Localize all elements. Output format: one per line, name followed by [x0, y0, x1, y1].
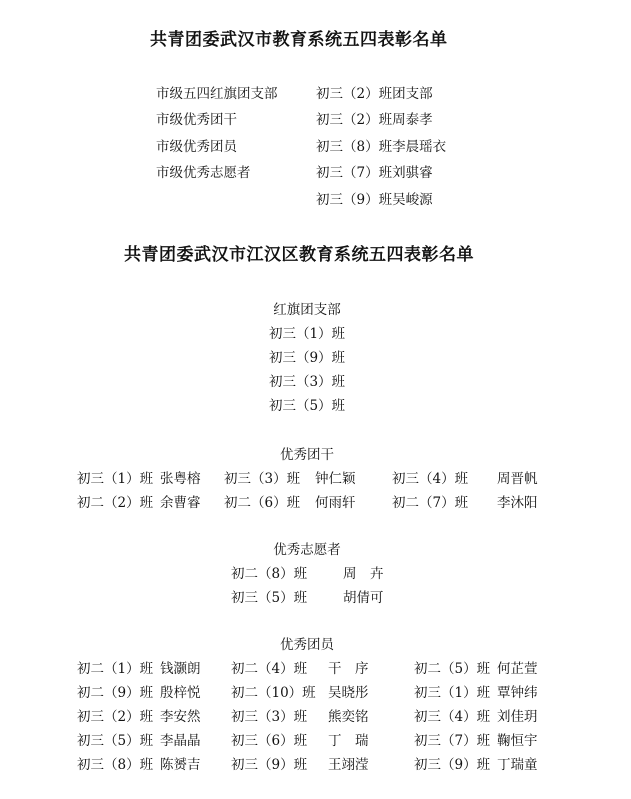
red-flag-class: 初三（3）班: [268, 374, 346, 390]
member-name: 何芷萱: [497, 661, 538, 677]
s1-honoree: 初三（9）班吴峻源: [316, 192, 433, 208]
member-name: 鞠恒宇: [497, 733, 538, 749]
member-class: 初二（9）班: [77, 685, 154, 701]
s1-honoree: 初三（2）班团支部: [316, 86, 433, 102]
member-class: 初三（3）班: [231, 709, 308, 725]
cadre-class: 初二（6）班: [224, 495, 301, 511]
member-name: 丁 瑞: [328, 733, 369, 749]
section2-title: 共青团委武汉市江汉区教育系统五四表彰名单: [124, 245, 474, 265]
red-flag-class: 初三（1）班: [268, 326, 346, 342]
member-class: 初二（4）班: [231, 661, 308, 677]
member-class: 初三（6）班: [231, 733, 308, 749]
member-class: 初三（4）班: [414, 709, 491, 725]
member-name: 殷梓悦: [160, 685, 201, 701]
member-name: 覃钟纬: [497, 685, 538, 701]
volunteers-heading: 优秀志愿者: [273, 542, 341, 558]
cadre-name: 何雨轩: [315, 495, 356, 511]
member-class: 初三（5）班: [77, 733, 154, 749]
member-class: 初三（1）班: [414, 685, 491, 701]
red-flag-class: 初三（9）班: [268, 350, 346, 366]
member-name: 干 序: [328, 661, 369, 677]
member-class: 初二（1）班: [77, 661, 154, 677]
member-name: 钱灏朗: [160, 661, 201, 677]
member-name: 李晶晶: [160, 733, 201, 749]
member-name: 丁瑞童: [497, 757, 538, 773]
s1-category: 市级优秀志愿者: [156, 165, 251, 181]
s1-category: 市级五四红旗团支部: [156, 86, 278, 102]
volunteer-name: 周 卉: [343, 566, 384, 582]
member-name: 李安然: [160, 709, 201, 725]
member-class: 初三（2）班: [77, 709, 154, 725]
member-name: 陈赟吉: [160, 757, 201, 773]
member-name: 刘佳玥: [497, 709, 538, 725]
cadre-name: 钟仁颖: [315, 471, 356, 487]
members-heading: 优秀团员: [280, 637, 334, 653]
red-flag-heading: 红旗团支部: [273, 302, 341, 318]
volunteer-class: 初二（8）班: [231, 566, 308, 582]
member-class: 初二（5）班: [414, 661, 491, 677]
volunteer-class: 初三（5）班: [231, 590, 308, 606]
cadre-class: 初三（4）班: [392, 471, 469, 487]
red-flag-class: 初三（5）班: [268, 398, 346, 414]
s1-category: 市级优秀团干: [156, 112, 237, 128]
cadre-class: 初三（3）班: [224, 471, 301, 487]
member-class: 初三（9）班: [231, 757, 308, 773]
member-class: 初二（10）班: [231, 685, 316, 701]
cadre-name: 周晋帆: [497, 471, 538, 487]
member-name: 王翊滢: [328, 757, 369, 773]
member-name: 熊奕铭: [328, 709, 369, 725]
volunteer-name: 胡倩可: [343, 590, 384, 606]
member-class: 初三（9）班: [414, 757, 491, 773]
cadre-class: 初三（1）班: [77, 471, 154, 487]
section1-title: 共青团委武汉市教育系统五四表彰名单: [150, 30, 448, 50]
cadres-heading: 优秀团干: [280, 447, 334, 463]
cadre-class: 初二（2）班: [77, 495, 154, 511]
s1-honoree: 初三（7）班刘骐睿: [316, 165, 433, 181]
member-class: 初三（7）班: [414, 733, 491, 749]
cadre-name: 李沐阳: [497, 495, 538, 511]
s1-honoree: 初三（8）班李晨瑶衣: [316, 139, 447, 155]
member-class: 初三（8）班: [77, 757, 154, 773]
cadre-class: 初二（7）班: [392, 495, 469, 511]
cadre-name: 余曹睿: [160, 495, 201, 511]
cadre-name: 张粤榕: [160, 471, 201, 487]
s1-category: 市级优秀团员: [156, 139, 237, 155]
member-name: 吴晓彤: [328, 685, 369, 701]
s1-honoree: 初三（2）班周泰孝: [316, 112, 433, 128]
